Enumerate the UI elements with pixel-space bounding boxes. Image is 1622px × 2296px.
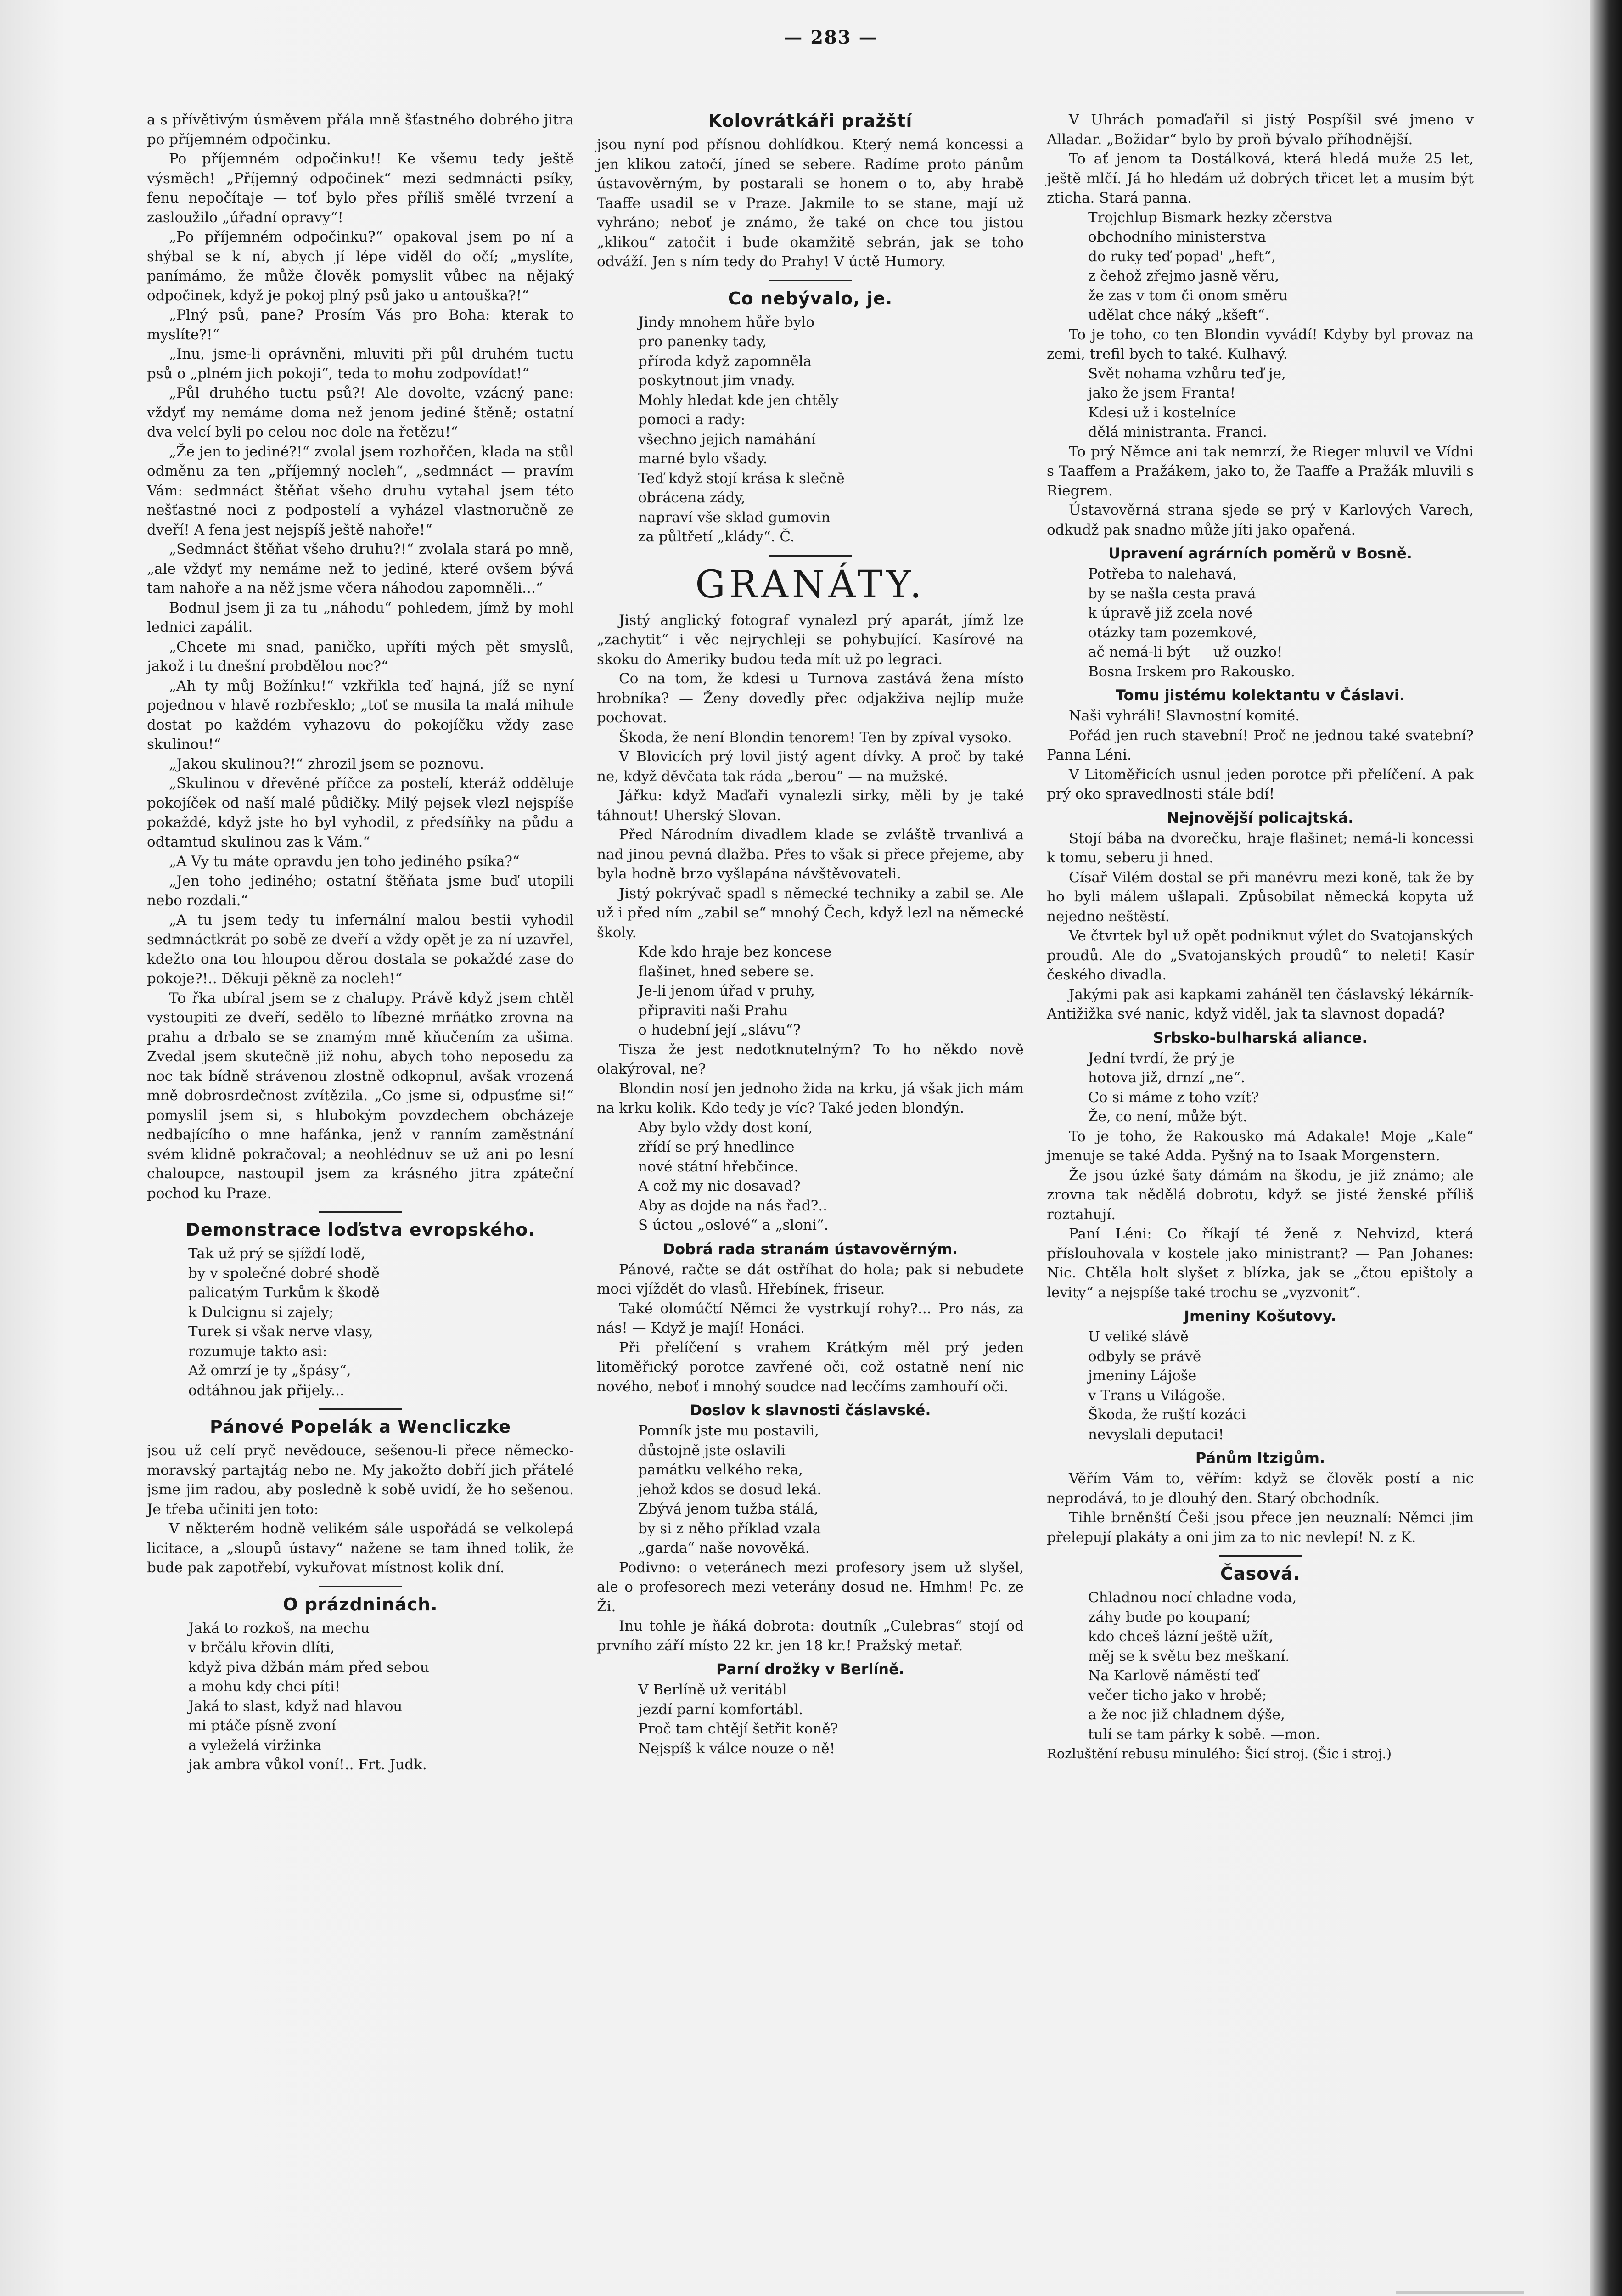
verse-line: by si z něho příklad vzala	[638, 1520, 821, 1537]
poem-hrebcince	[638, 1118, 1024, 1235]
verse-line: Co si máme z toho vzít?	[1088, 1089, 1259, 1106]
verse-line: Chladnou nocí chladne voda,	[1088, 1589, 1297, 1606]
verse-line: z čehož zřejmo jasně věru,	[1088, 268, 1280, 284]
verse-line: a že noc již chladnem dýše,	[1088, 1706, 1285, 1723]
divider	[1219, 1555, 1302, 1557]
poem-prazdniny	[188, 1619, 574, 1775]
verse-line: poskytnout jim vnady.	[638, 372, 795, 389]
poem-kosut	[1088, 1327, 1474, 1444]
heading-drozky: Parní drožky v Berlíně.	[716, 1660, 904, 1678]
poem-agrarni	[1088, 564, 1474, 681]
story-para: „A tu jsem tedy tu infernální malou bestii vyhodil sedmnáctkrát po sobě ze dveří a vždy opět je za ní uzavřel, kdežto ona tou hloupou děrou dostala se pokaždé zase do pokoje?!.. Děkuji pěkně za nocleh!“	[147, 912, 574, 987]
poem-casova	[1088, 1588, 1474, 1744]
verse-line: „garda“ naše novověká.	[638, 1540, 810, 1556]
paragraph: Pánové, račte se dát ostříhat do hola; pak si nebudete moci vjíždět do vlasů. Hřebínek, friseur.	[597, 1261, 1024, 1297]
verse-line: v Trans u Világoše.	[1088, 1387, 1226, 1404]
paragraph: Paní Léni: Co říkají té ženě z Nehvizd, která příslouhovala v kostele jako ministrant? — Pan Johanes: Nic. Chtěla holt slyšet z blízka, jak se „čtou epištoly a levity“ a nejspíše také trochu se „vyzvonit“.	[1047, 1226, 1474, 1301]
divider	[319, 1211, 402, 1213]
verse-line: Mohly hledat kde jen chtěly	[638, 392, 839, 409]
verse-line: večer ticho jako v hrobě;	[1088, 1687, 1267, 1704]
paragraph: Ve čtvrtek byl už opět podniknut výlet do Svatojanských proudů. Ale do „Svatojanských proudů“ to neleti! Kasír českého divadla.	[1047, 928, 1474, 983]
story-para: „Po příjemném odpočinku?“ opakoval jsem po ní a shýbal se k ní, abych jí lépe viděl do očí; „myslíte, panímámo, že může člověk pomyslit vůbec na nějaký odpočinek, když je pokoj plný psů jako u antouška?!“	[147, 229, 574, 304]
verse-line: jehož kdos se dosud leká.	[638, 1481, 822, 1498]
paragraph: Že jsou úzké šaty dámám na škodu, je již známo; ale zrovna tak nědělá dobrotu, když se jisté ženské příliš roztahují.	[1047, 1167, 1474, 1223]
story-para: „Ah ty můj Božínku!“ vzkřikla teď hajná, jíž se nyní pojednou v hlavě rozbřesklo; „toť se musila ta malá mihule dostat po každém vyhazovu do pokojíčku vždy zase skulinou!“	[147, 677, 574, 753]
paragraph: Jářku: když Maďaři vynalezli sirky, měli by je také táhnout! Uherský Slovan.	[597, 788, 1024, 824]
verse-line: Svět nohama vzhůru teď je,	[1088, 365, 1286, 382]
heading-nebyvalo: Co nebývalo, je.	[728, 288, 893, 309]
verse-line: S úctou „oslové“ a „sloni“.	[638, 1217, 829, 1233]
verse-line: Kdesi už i kostelníce	[1088, 404, 1236, 421]
verse-line: Jaká to slast, když nad hlavou	[188, 1698, 403, 1715]
verse-line: měj se k světu bez meškaní.	[1088, 1648, 1290, 1665]
poem-bismark	[1088, 208, 1474, 325]
verse-line: a mohu kdy chci píti!	[188, 1678, 341, 1695]
paragraph: To prý Němce ani tak nemrzí, že Rieger mluvil ve Vídni s Taaffem a Pražákem, jako to, že Taaffe a Pražák mluvili s Riegrem.	[1047, 443, 1474, 499]
verse-line: příroda když zapomněla	[638, 353, 812, 370]
story-para: „Jen toho jediného; ostatní štěňata jsme buď utopili nebo rozdali.“	[147, 872, 574, 909]
verse-line: Aby bylo vždy dost koní,	[638, 1119, 813, 1136]
divider	[769, 555, 852, 557]
paragraph: Při přelíčení s vrahem Krátkým měl prý jeden litoměřický porotce zavřené oči, což ostatně není nic nového, neboť i mnohý soudce nad lecčíms zamhouří oči.	[597, 1339, 1024, 1395]
verse-line: Je-li jenom úřad v pruhy,	[638, 983, 815, 999]
paragraph: Inu tohle je ňáká dobrota: doutník „Culebras“ stojí od prvního září místo 22 kr. jen 18 kr.! Pražský metař.	[597, 1618, 1024, 1654]
paragraph: Také olomúčtí Němci že vystrkují rohy?... Pro nás, za nás! — Když je mají! Honáci.	[597, 1300, 1024, 1336]
story-para: „Inu, jsme-li oprávněni, mluviti při půl druhém tuctu psů o „plném jich pokoji“, teda to mohu zodpovídat!“	[147, 346, 574, 382]
paragraph: Škoda, že není Blondin tenorem! Ten by zpíval vysoko.	[619, 729, 1012, 746]
verse-line: památku velkého reka,	[638, 1462, 803, 1478]
verse-line: Zbývá jenom tužba stálá,	[638, 1501, 819, 1517]
scanner-edge	[1590, 0, 1622, 2296]
poem-drozky	[638, 1680, 1024, 1758]
verse-line: Potřeba to nalehavá,	[1088, 566, 1237, 582]
story-para: a s přívětivým úsměvem přála mně šťastného dobrého jitra po příjemném odpočinku.	[147, 112, 574, 148]
verse-line: Nejspíš k válce nouze o ně!	[638, 1740, 836, 1757]
verse-line: důstojně jste oslavili	[638, 1442, 786, 1459]
poem-flasinet	[638, 942, 1024, 1040]
verse-line: do ruky teď popad' „heft“,	[1088, 248, 1276, 265]
heading-policajtska: Nejnovější policajtská.	[1167, 809, 1354, 827]
poem-nebyvalo	[638, 313, 1024, 547]
paragraph: Císař Vilém dostal se při manévru mezi koně, tak že by ho byli málem ušlapali. Způsobilat německá kopyta už nejedno neštěstí.	[1047, 869, 1474, 925]
verse-line: o hudební její „slávu“?	[638, 1022, 801, 1038]
verse-line: mi ptáče písně zvoní	[188, 1717, 336, 1734]
column-2	[597, 110, 1024, 1758]
paragraph: Co na tom, že kdesi u Turnova zastává žena místo hrobníka? — Ženy dovedly přec odjakživa nejlíp muže pochovat.	[597, 670, 1024, 726]
paragraph: To je toho, že Rakousko má Adakale! Moje „Kale“ jmenuje se také Adda. Pyšný na to Isaak Morgenstern.	[1047, 1128, 1474, 1164]
paragraph: V některém hodně velikém sále uspořádá se velkolepá licitace, a „sloupů ústavy“ nažene se tam ihned tolik, že bude pak zapotřebí, vykuřovat místnost kolik dní.	[147, 1520, 574, 1576]
verse-line: a vyleželá viržinka	[188, 1737, 322, 1754]
verse-line: Trojchlup Bismark hezky zčerstva	[1088, 209, 1333, 226]
column-3	[1047, 110, 1474, 1764]
story-para: „Chcete mi snad, paničko, upříti mých pět smyslů, jakož i tu dnešní probdělou noc?“	[147, 638, 574, 675]
poem-aliance	[1088, 1049, 1474, 1127]
heading-aliance: Srbsko-bulharská aliance.	[1153, 1029, 1368, 1047]
verse-line: napraví vše sklad gumovin	[638, 509, 831, 526]
verse-line: nové státní hřebčince.	[638, 1158, 799, 1175]
paragraph: Jistý anglický fotograf vynalezl prý aparát, jímž lze „zachytit“ i věc nejrychleji se pohybující. Kasírové na skoku do Ameriky budou teda mít už po legraci.	[597, 612, 1024, 668]
paragraph: V Blovicích prý lovil jistý agent dívky. A proč by také ne, když děvčata tak ráda „berou“ — na mužské.	[597, 748, 1024, 785]
verse-line: Na Karlově náměstí teď	[1088, 1667, 1259, 1684]
story-para: „Plný psů, pane? Prosím Vás pro Boha: kterak to myslíte?!“	[147, 307, 574, 343]
verse-line: by se našla cesta pravá	[1088, 585, 1256, 602]
verse-line: nevyslali deputaci!	[1088, 1426, 1224, 1443]
verse-line: jak ambra vůkol voní!.. Frt. Judk.	[188, 1756, 427, 1773]
verse-line: pro panenky tady,	[638, 333, 767, 350]
verse-line: marné bylo všady.	[638, 450, 768, 467]
paragraph: Jistý pokrývač spadl s německé techniky a zabil se. Ale už i před ním „zabil se“ mnohý Čech, když lezl na německé školy.	[597, 885, 1024, 941]
verse-line: U veliké slávě	[1088, 1328, 1189, 1345]
verse-line: Že, co není, může být.	[1088, 1109, 1247, 1125]
verse-line: když piva džbán mám před sebou	[188, 1659, 429, 1676]
verse-line: Jindy mnohem hůře bylo	[638, 314, 814, 331]
verse-line: jako že jsem Franta!	[1088, 385, 1236, 401]
verse-line: hotova již, drnzí „ne“.	[1088, 1069, 1245, 1086]
verse-line: za půltřetí „klády“. Č.	[638, 529, 795, 545]
verse-line: jmeniny Lájoše	[1088, 1367, 1197, 1384]
paragraph: V Litoměřicích usnul jeden porotce při přelíčení. A pak prý oko spravedlnosti stále bdí!	[1047, 766, 1474, 802]
verse-line: V Berlíně už veritábl	[638, 1682, 787, 1698]
paragraph: Naši vyhráli! Slavnostní komité.	[1069, 708, 1300, 724]
heading-agrarni: Upravení agrárních poměrů v Bosně.	[1108, 545, 1412, 562]
paragraph: Věřím Vám to, věřím: když se člověk postí a nic neprodává, to je dlouhý den. Starý obchodník.	[1047, 1470, 1474, 1507]
paragraph: To ať jenom ta Dostálková, která hledá muže 25 let, ještě mlčí. Já ho hledám už dobrých třicet let a musím být zticha. Stará panna.	[1047, 151, 1474, 206]
rebus-solution: Rozluštění rebusu minulého: Šicí stroj. (Šic i stroj.)	[1047, 1746, 1392, 1761]
heading-doslov: Doslov k slavnosti čáslavské.	[690, 1401, 931, 1419]
paragraph: Jakými pak asi kapkami zaháněl ten čáslavský lékárník-Antižižka své nanic, když viděl, jak ta slavnost dopadá?	[1047, 986, 1474, 1022]
paragraph: Blondin nosí jen jednoho žida na krku, já však jich mám na krku kolik. Kdo tedy je víc? Také jeden blondýn.	[597, 1080, 1024, 1116]
verse-line: Bosna Irskem pro Rakousko.	[1088, 663, 1295, 680]
heading-itzig: Pánům Itzigům.	[1195, 1449, 1325, 1467]
poem-demonstrace	[188, 1244, 574, 1400]
column-1	[147, 110, 574, 1775]
story-para: To řka ubíral jsem se z chalupy. Právě když jsem chtěl vystoupiti ze dveří, sedělo to líbezné mrňátko zrovna na prahu a drbalo se se znamým mně kňučením za ušima. Zvedal jsem skutečně již nohu, abych toho neposedu za noc tak bídně strávenou zlostně odkopnul, avšak vrozená mně dobrosrdečnost zvítězila. „Co jsme si, odpusťme si!“ pomyslil jsem si, s hlubokým povzdechem obcházeje nedbajícího o mne hafánka, jenž v ranním zaměstnání svém klidně pokračoval; a neohlédnuv se už ani po lesní chaloupce, nastoupil jsem za krásného jitra zpáteční pochod ku Praze.	[147, 990, 574, 1202]
scan-artifact	[1396, 2291, 1524, 2294]
verse-line: Turek si však nerve vlasy,	[188, 1323, 373, 1340]
verse-line: k úpravě již zcela nové	[1088, 605, 1252, 621]
verse-line: rozumuje takto asi:	[188, 1343, 327, 1360]
verse-line: že zas v tom či onom směru	[1088, 287, 1288, 304]
heading-casova: Časová.	[1220, 1564, 1301, 1584]
story-para: „Jakou skulinou?!“ zhrozil jsem se poznovu.	[169, 755, 484, 772]
verse-line: ač nemá-li být — už ouzko! —	[1088, 644, 1302, 660]
paragraph: Tisza že jest nedotknutelným? To ho někdo nově olakýroval, ne?	[597, 1041, 1024, 1077]
divider	[319, 1586, 402, 1587]
paragraph: Podivno: o veteránech mezi profesory jsem už slyšel, ale o profesorech mezi veterány dosud ne. Hmhm! Pc. ze Ži.	[597, 1559, 1024, 1615]
verse-line: k Dulcignu si zajely;	[188, 1304, 334, 1321]
verse-line: všechno jejich namáhání	[638, 431, 816, 448]
verse-line: tulí se tam párky k sobě. —mon.	[1088, 1726, 1320, 1743]
heading-demonstrace: Demonstrace loďstva evropského.	[185, 1220, 535, 1240]
verse-line: Proč tam chtějí šetřit koně?	[638, 1721, 838, 1737]
verse-line: A což my nic dosavad?	[638, 1178, 801, 1194]
paragraph: Ústavověrná strana sjede se prý v Karlových Varech, odkudž pak snadno může jíti jako opařená.	[1047, 502, 1474, 538]
heading-popelak: Pánové Popelák a Wencliczke	[209, 1417, 511, 1437]
paragraph: jsou nyní pod přísnou dohlídkou. Který nemá koncessi a jen klikou zatočí, jíned se sebere. Radíme proto pánům ústavověrným, by postarali se honem o to, aby hrabě Taaffe usadil se v Praze. Jakmile to se stane, mají už vyhráno; neboť je známo, že také on chce tou jistou „klikou“ zatočit i bude okamžitě sebrán, jak se toho odváží. Jen s ním tedy do Prahy! V úctě Humory.	[597, 136, 1024, 270]
verse-line: záhy bude po koupaní;	[1088, 1609, 1251, 1626]
heading-prazdniny: O prázdninách.	[283, 1594, 438, 1615]
paragraph: Před Národním divadlem klade se zvláště trvanlivá a nad jinou pevná dlažba. Přes to však si přece přejeme, aby byla hodně brzo vyšlapána návštěvovateli.	[597, 827, 1024, 882]
section-title-granaty: GRANÁTY.	[695, 563, 926, 607]
story-para: „Že jen to jediné?!“ zvolal jsem rozhořčen, klada na stůl odměnu za ten „příjemný nocleh“, „sedmnáct — pravím Vám: sedmnáct štěňat všeho druhu vytahal jsem této nešťastné noci z podpostelí a vyházel vlastnoručně ze dveří! A fena jest nejspíš ještě nahoře!“	[147, 443, 574, 538]
story-para: „A Vy tu máte opravdu jen toho jediného psíka?“	[169, 853, 520, 870]
verse-line: flašinet, hned sebere se.	[638, 963, 814, 980]
story-para: „Skulinou v dřevěné příčce za postelí, kteráž odděluje pokojíček od naší malé půdičky. Milý pejsek vlezl nejspíše pokaždé, když jste ho byl vyhodil, z předsíňky na půdu a odtamtud skulinou zas k Vám.“	[147, 775, 574, 850]
story-para: „Půl druhého tuctu psů?! Ale dovolte, vzácný pane: vždyť my nemáme doma než jenom jediné štěně; ostatní dva velcí byli po celou noc dole na řetězu!“	[147, 385, 574, 440]
divider	[769, 280, 852, 281]
heading-dobra-rada: Dobrá rada stranám ústavověrným.	[662, 1240, 958, 1258]
verse-line: Až omrzí je ty „špásy“,	[188, 1362, 351, 1379]
paragraph: Tihle brněnští Češi jsou přece jen neuznalí: Němci jim přelepují plakáty a oni jim za to nic nevlepí! N. z K.	[1047, 1509, 1474, 1546]
verse-line: Jední tvrdí, že prý je	[1088, 1050, 1235, 1067]
paragraph: To je toho, co ten Blondin vyvádí! Kdyby byl provaz na zemi, trefil bych to také. Kulhavý.	[1047, 326, 1474, 362]
verse-line: Teď když stojí krása k slečně	[638, 470, 845, 487]
paragraph: Pořád jen ruch stavební! Proč ne jednou také svatební? Panna Léni.	[1047, 727, 1474, 763]
poem-doslov	[638, 1421, 1024, 1558]
story-para: „Sedmnáct štěňat všeho druhu?!“ zvolala stará po mně, „ale vždyť my nemáme než to jediné, které ovšem bývá tam nahoře a na něž jsme včera náhodou zapomněli...“	[147, 541, 574, 597]
page-number: — 283 —	[784, 27, 878, 48]
verse-line: palicatým Turkům k škodě	[188, 1284, 380, 1301]
story-para: Bodnul jsem ji za tu „náhodu“ pohledem, jímž by mohl lednici zapálit.	[147, 599, 574, 636]
divider	[319, 1408, 402, 1410]
paragraph: V Uhrách pomaďařil si jistý Pospíšil své jmeno v Alladar. „Božidar“ bylo by proň bývalo příhodnější.	[1047, 112, 1474, 148]
heading-kosut: Jmeniny Košutovy.	[1184, 1307, 1336, 1325]
verse-line: by v společné dobré shodě	[188, 1265, 380, 1282]
verse-line: odtáhnou jak přijely...	[188, 1382, 345, 1399]
paragraph: jsou už celí pryč nevědouce, sešenou-li přece německo-moravský partajtág nebo ne. My jakožto dobří jich přátelé jsme jim radou, aby posledně k sobě uvidí, že ho sešenou. Je třeba učiniti jen toto:	[147, 1442, 574, 1518]
verse-line: Pomník jste mu postavili,	[638, 1423, 819, 1439]
verse-line: jezdí parní komfortábl.	[638, 1701, 803, 1718]
verse-line: Aby as dojde na nás řad?..	[638, 1197, 827, 1214]
heading-kolovratkari: Kolovrátkáři pražští	[708, 111, 913, 131]
verse-line: obrácena zády,	[638, 490, 746, 506]
verse-line: otázky tam pozemkové,	[1088, 624, 1257, 641]
poem-svet	[1088, 364, 1474, 442]
verse-line: dělá ministranta. Franci.	[1088, 424, 1267, 440]
verse-line: připraviti naši Prahu	[638, 1002, 788, 1019]
verse-line: obchodního ministerstva	[1088, 229, 1266, 245]
verse-line: Škoda, že ruští kozáci	[1088, 1407, 1246, 1423]
story-para: Po příjemném odpočinku!! Ke všemu tedy ještě výsměch! „Příjemný odpočinek“ mezi sedmnácti psíky, fenu nepočítaje — toť bylo přes příliš smělé tvrzení a zasloužilo „úřadní opravy“!	[147, 151, 574, 226]
verse-line: kdo chceš lázní ještě užít,	[1088, 1628, 1274, 1645]
verse-line: Jaká to rozkoš, na mechu	[188, 1620, 370, 1637]
verse-line: Tak už prý se sjíždí lodě,	[188, 1245, 365, 1262]
verse-line: udělat chce náký „kšeft“.	[1088, 307, 1270, 323]
paragraph: Stojí bába na dvorečku, hraje flašinet; nemá-li koncessi k tomu, seberu ji hned.	[1047, 830, 1474, 866]
verse-line: Kde kdo hraje bez koncese	[638, 944, 832, 960]
heading-kolektant: Tomu jistému kolektantu v Čáslavi.	[1116, 687, 1405, 704]
verse-line: zřídí se prý hnedlince	[638, 1139, 795, 1155]
verse-line: odbyly se právě	[1088, 1348, 1201, 1365]
verse-line: pomoci a rady:	[638, 411, 746, 428]
verse-line: v brčálu křovin dlíti,	[188, 1639, 335, 1656]
